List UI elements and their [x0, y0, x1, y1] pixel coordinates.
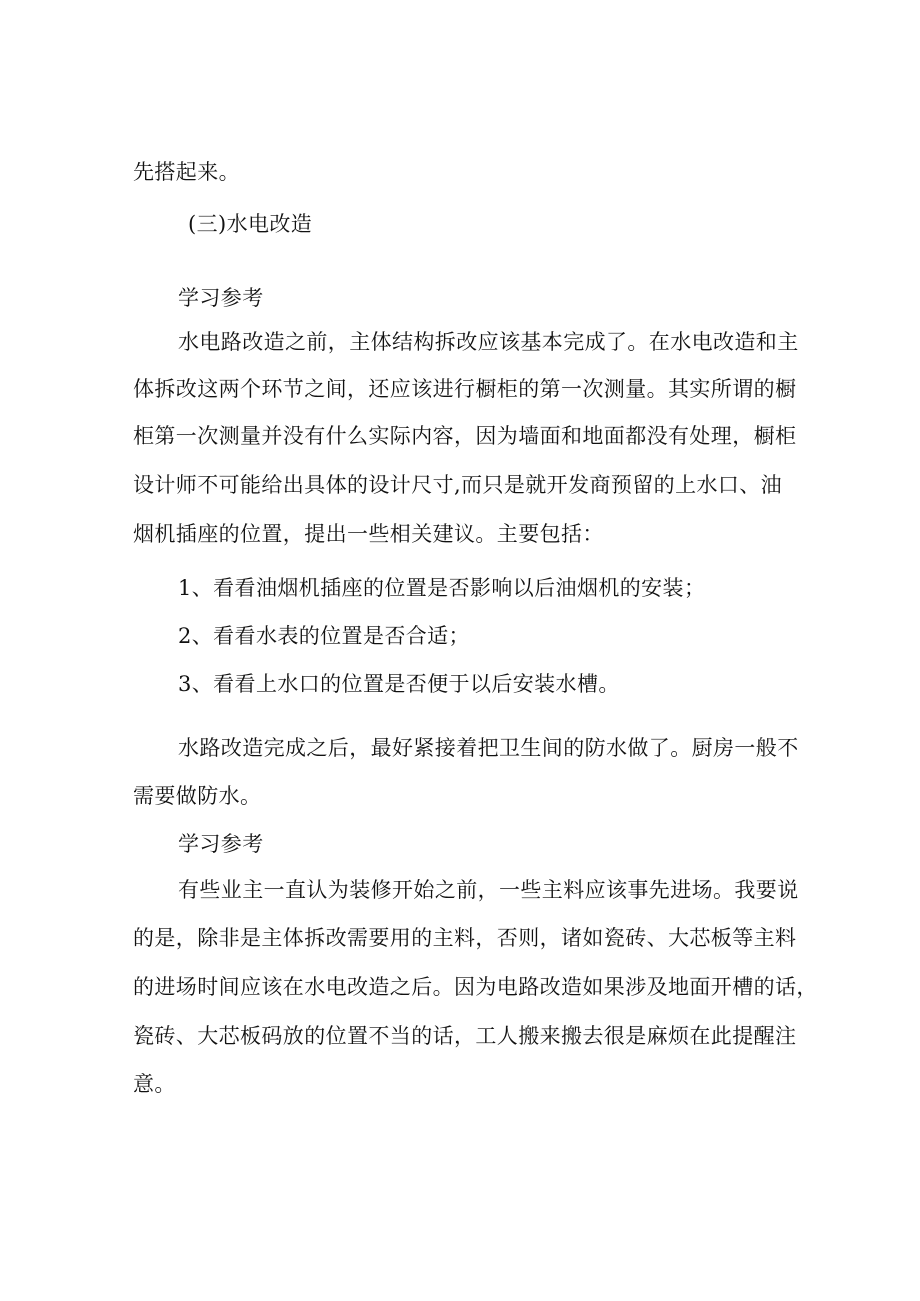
paragraph-line: 设计师不可能给出具体的设计尺寸,而只是就开发商预留的上水口、油 [133, 473, 783, 497]
paragraph-line: 体拆改这两个环节之间，还应该进行橱柜的第一次测量。其实所谓的橱 [133, 377, 797, 401]
study-reference-label: 学习参考 [178, 832, 264, 856]
paragraph-line: 需要做防水。 [133, 784, 262, 808]
paragraph-line: 瓷砖、大芯板码放的位置不当的话，工人搬来搬去很是麻烦在此提醒注 [133, 1024, 797, 1048]
paragraph-line: 先搭起来。 [133, 160, 240, 184]
list-item: 3、看看上水口的位置是否便于以后安装水槽。 [178, 672, 620, 696]
list-item: 2、看看水表的位置是否合适； [178, 624, 470, 648]
list-item: 1、看看油烟机插座的位置是否影响以后油烟机的安装； [178, 576, 706, 600]
paragraph-line: 柜第一次测量并没有什么实际内容，因为墙面和地面都没有处理，橱柜 [133, 424, 797, 448]
paragraph-line: 水电路改造之前，主体结构拆改应该基本完成了。在水电改造和主 [178, 330, 799, 354]
paragraph-line: 意。 [133, 1072, 176, 1096]
section-heading: (三)水电改造 [188, 212, 313, 236]
study-reference-label: 学习参考 [178, 286, 264, 310]
paragraph-line: 的进场时间应该在水电改造之后。因为电路改造如果涉及地面开槽的话， [133, 975, 818, 999]
paragraph-line: 烟机插座的位置，提出一些相关建议。主要包括： [133, 522, 604, 546]
paragraph-line: 有些业主一直认为装修开始之前，一些主料应该事先进场。我要说 [178, 878, 799, 902]
paragraph-line: 的是，除非是主体拆改需要用的主料，否则，诸如瓷砖、大芯板等主料 [133, 926, 797, 950]
paragraph-line: 水路改造完成之后，最好紧接着把卫生间的防水做了。厨房一般不 [178, 736, 799, 760]
